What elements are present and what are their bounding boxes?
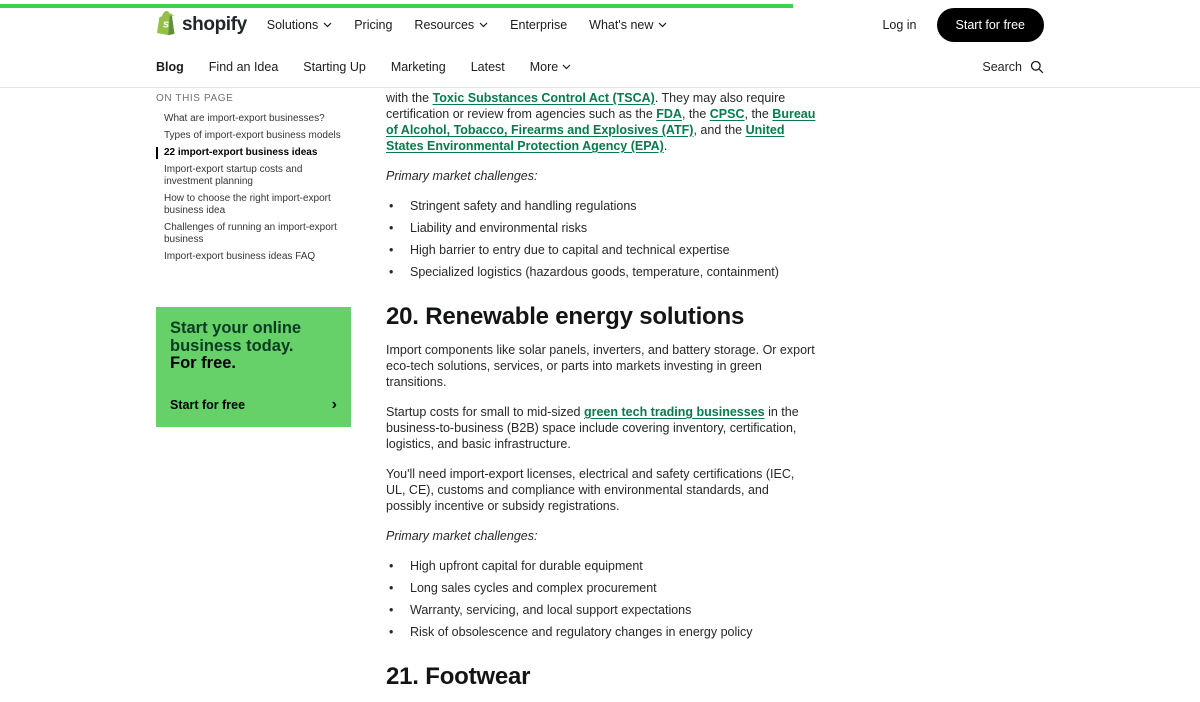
toc-item-startup-costs[interactable]: Import-export startup costs and investment planning [164,164,303,187]
search-label: Search [982,59,1022,74]
atf-link[interactable]: Bureau of Alcohol, Tobacco, Firearms and Explosives (ATF) [386,107,816,137]
toc-item-22-ideas[interactable]: 22 import-export business ideas [156,147,351,159]
nav-label: Enterprise [510,18,568,32]
page-content [0,88,1200,702]
search-button[interactable] [982,60,1044,74]
subnav-item-more[interactable] [530,60,571,74]
bullet-item: • Specialized logistics (hazardous goods, temperature, containment) [386,264,816,280]
toc-item-how-to-choose[interactable]: How to choose the right import-export business idea [164,193,331,216]
cta-card-start-button[interactable] [170,397,337,413]
arrow-right-icon: › [331,395,337,413]
toc-item-types[interactable]: Types of import-export business models [164,130,341,141]
section-20-heading: 20. Renewable energy solutions [386,303,745,330]
shopify-logo-text: shopify [182,14,247,35]
toc-item-faq[interactable]: Import-export business ideas FAQ [164,251,316,262]
subnav-item-find-an-idea[interactable]: Find an Idea [208,59,279,74]
main-header [0,4,1200,46]
toc-item-challenges[interactable]: Challenges of running an import-export business [164,222,337,245]
bullet-item: • Risk of obsolescence and regulatory changes in energy policy [386,624,816,640]
nav-item-whats-new[interactable] [589,18,667,32]
tsca-link[interactable]: Toxic Substances Control Act (TSCA) [432,91,655,105]
reading-progress-bar [0,4,793,8]
start-for-free-button[interactable]: Start for free [937,8,1044,42]
text-segment: . They may also require certification or review from agencies such as the [386,91,786,121]
svg-text:s: s [163,18,170,30]
login-link[interactable]: Log in [882,18,917,32]
nav-label: Resources [414,18,475,32]
chevron-down-icon [323,22,332,28]
text-segment: , the [681,107,710,121]
toc-sidebar [156,90,351,427]
shopify-bag-icon [156,10,179,41]
toc-item-what-are[interactable]: What are import-export businesses? [164,113,325,124]
primary-nav [267,18,668,32]
section-20-paragraph-2 [386,404,816,452]
nav-label: What's new [589,18,654,32]
text-segment: with the [386,91,433,105]
cta-card-button-label: Start for free [170,397,246,412]
chevron-down-icon [562,64,571,70]
nav-item-solutions[interactable] [267,18,332,32]
green-tech-link[interactable]: green tech trading businesses [583,405,765,419]
challenges-label: Primary market challenges: [386,169,538,183]
section-20-paragraph-3: You'll need import-export licenses, electrical and safety certifications (IEC, UL, CE), customs and compliance with environmental standards, and possibly incentive or subsidy registrations. [386,467,795,513]
header-actions [882,8,1044,42]
article-body [386,90,816,702]
cpsc-link[interactable]: CPSC [709,107,745,121]
renewable-challenges-list [386,558,816,640]
shopify-logo[interactable] [156,10,247,41]
subnav-more-label: More [529,59,559,74]
text-segment: Startup costs for small to mid-sized [386,405,584,419]
challenges-label: Primary market challenges: [386,529,538,543]
text-segment: , and the [693,123,746,137]
nav-label: Pricing [354,18,393,32]
text-segment: , the [744,107,773,121]
search-icon [1030,60,1044,74]
bullet-item: • High upfront capital for durable equipment [386,558,816,574]
section-20-paragraph-1: Import components like solar panels, inverters, and battery storage. Or export eco-tech solutions, services, or parts into markets investing in green transitions. [386,343,815,389]
subnav-item-marketing[interactable]: Marketing [390,59,446,74]
chevron-down-icon [658,22,667,28]
bullet-item: • Liability and environmental risks [386,220,816,236]
blog-subnav [0,46,1200,88]
cta-card [156,307,351,427]
bullet-item: • High barrier to entry due to capital and technical expertise [386,242,816,258]
nav-item-enterprise[interactable] [510,18,567,32]
text-segment: in the business-to-business (B2B) space include covering inventory, certification, logistics, and basic infrastructure. [386,405,799,451]
epa-link[interactable]: United States Environmental Protection Agency (EPA) [386,123,785,153]
cta-card-subtitle: For free. [170,354,237,372]
toc-list [156,113,351,263]
fda-link[interactable]: FDA [656,107,682,121]
nav-item-resources[interactable] [414,18,488,32]
text-segment: . [663,139,668,153]
subnav-item-blog[interactable]: Blog [156,59,184,74]
subnav-item-starting-up[interactable]: Starting Up [303,59,366,74]
chevron-down-icon [479,22,488,28]
section-21-heading: 21. Footwear [386,663,531,690]
on-this-page-label: ON THIS PAGE [156,93,234,104]
cta-card-title: Start your online business today. [170,319,302,355]
bullet-item: • Long sales cycles and complex procurement [386,580,816,596]
hazardous-challenges-list [386,198,816,280]
nav-item-pricing[interactable] [354,18,392,32]
regulations-paragraph [386,90,816,154]
bullet-item: • Stringent safety and handling regulations [386,198,816,214]
subnav-item-latest[interactable]: Latest [470,59,505,74]
nav-label: Solutions [266,18,319,32]
bullet-item: • Warranty, servicing, and local support expectations [386,602,816,618]
